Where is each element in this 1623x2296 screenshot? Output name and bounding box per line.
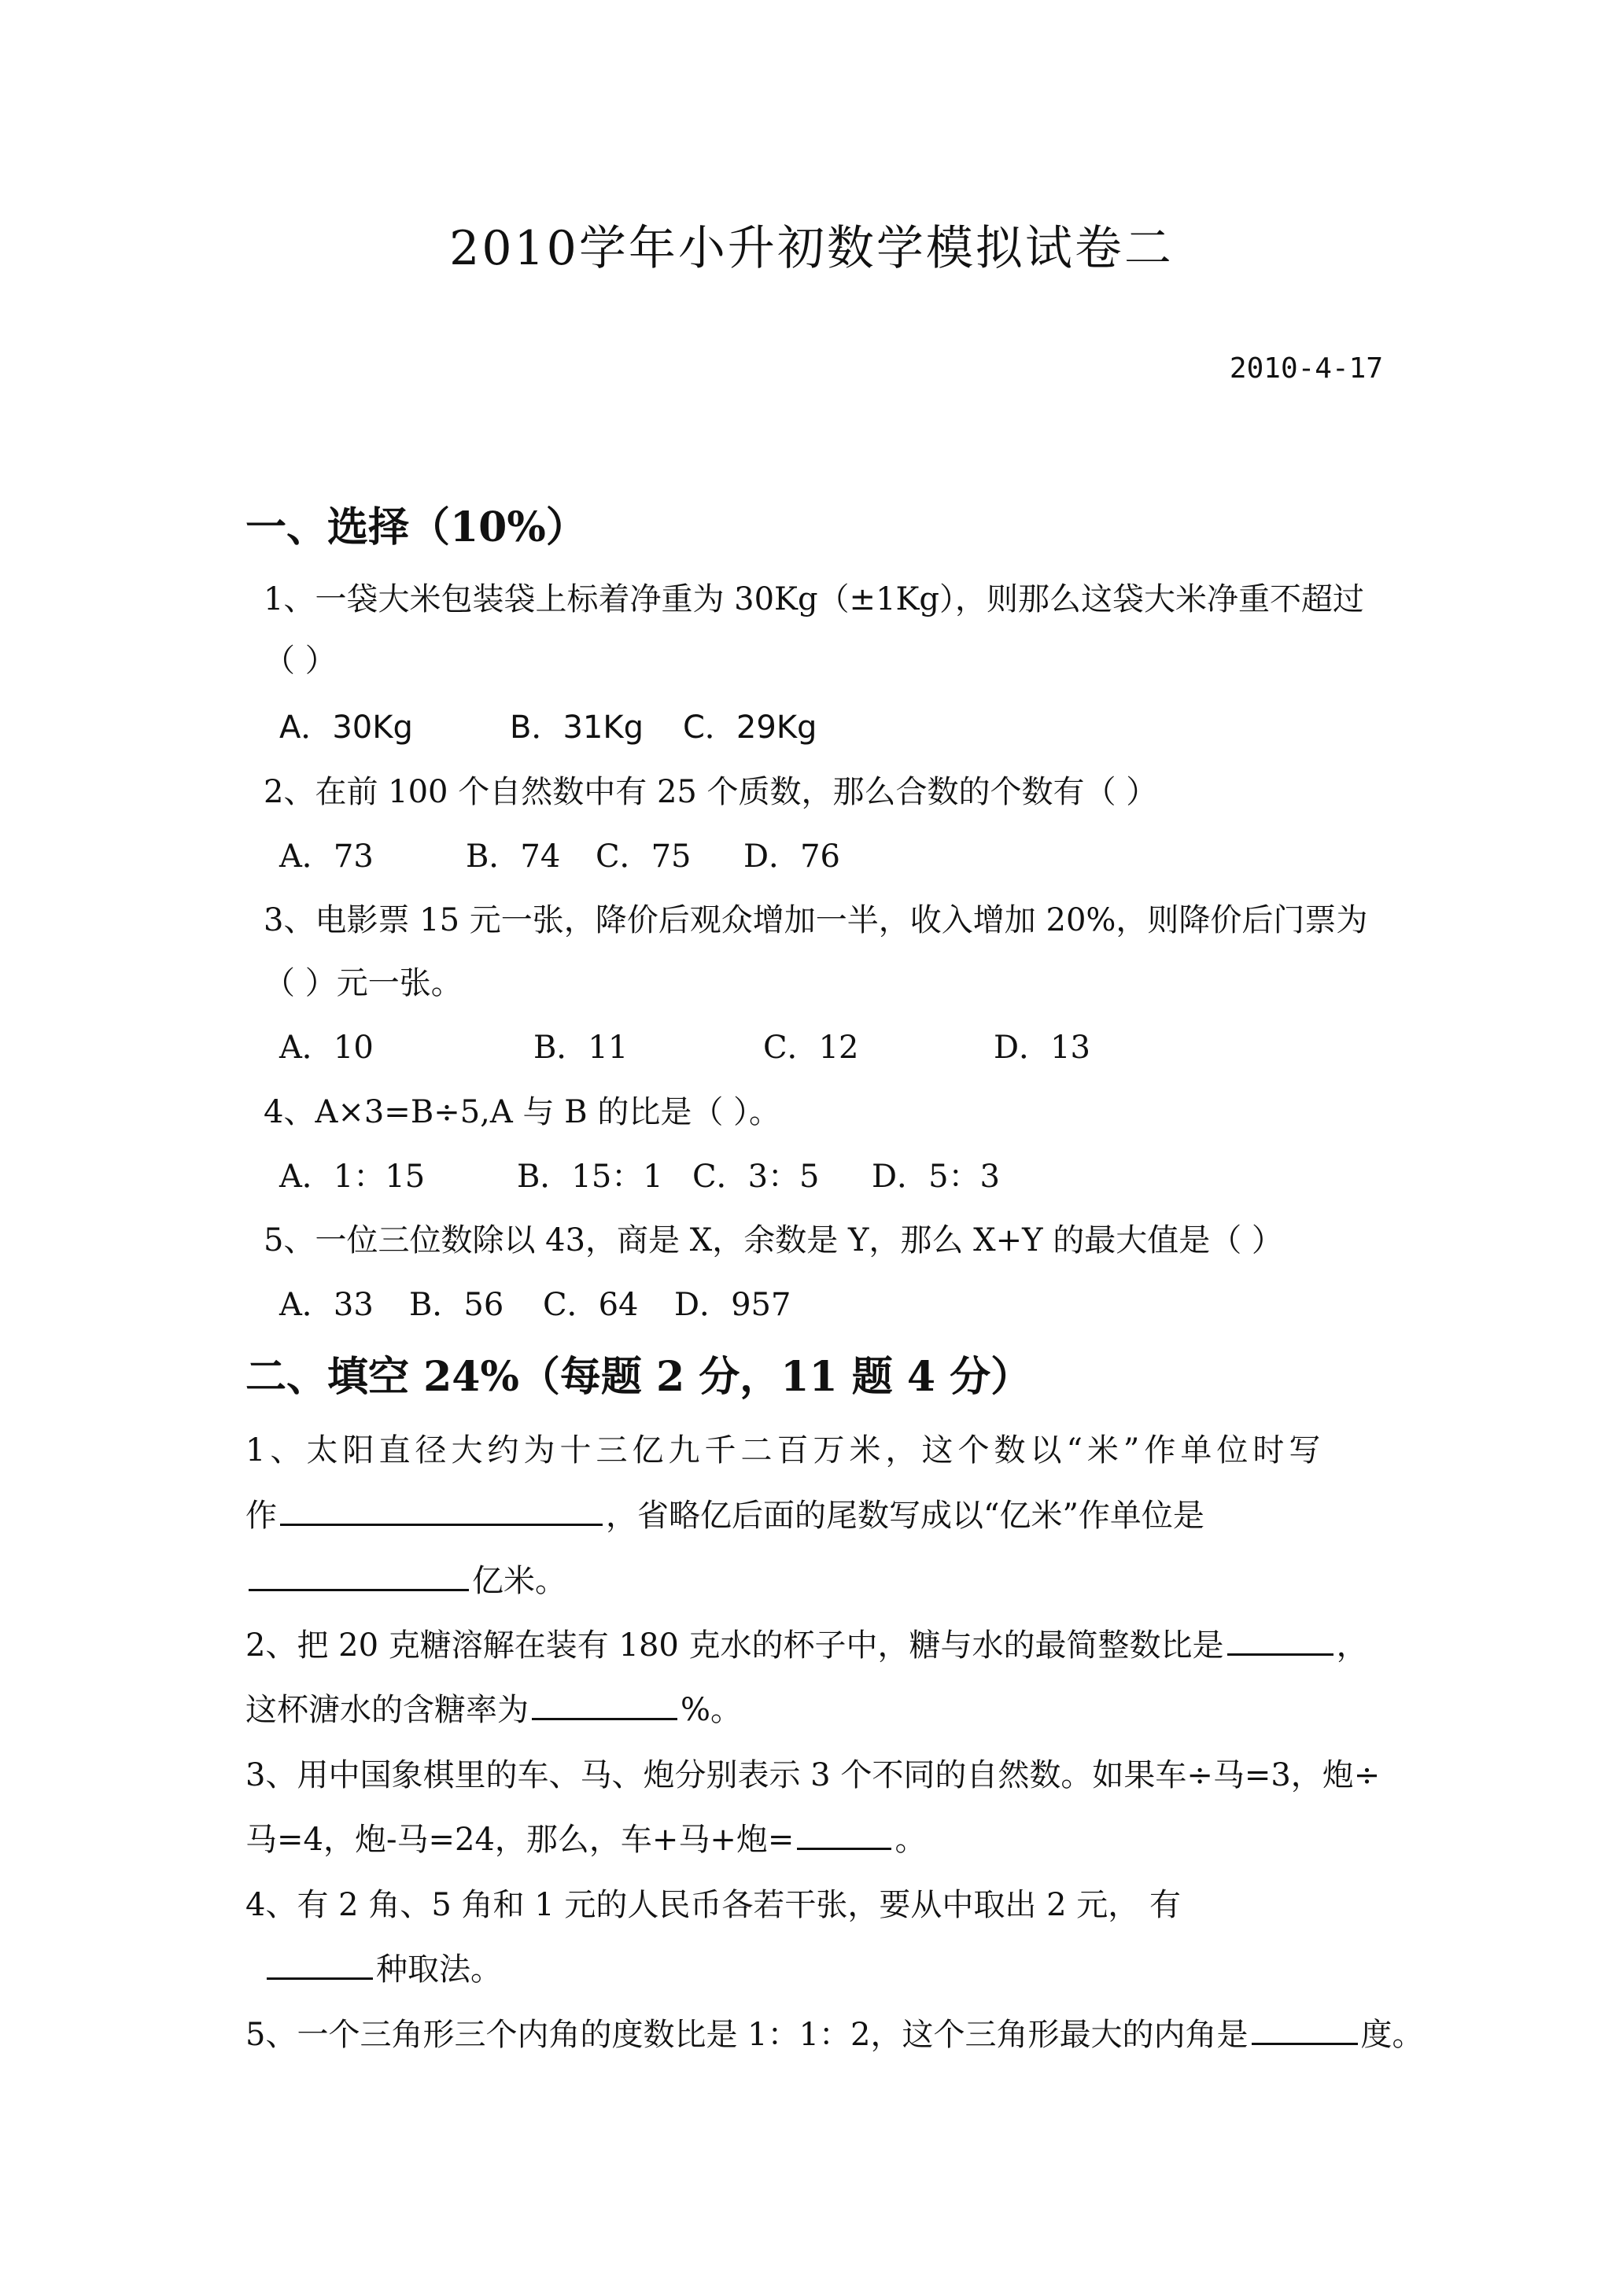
question-2-2-text-c: 这杯溏水的含糖率为 [245,1692,529,1728]
exam-date: 2010-4-17 [1229,352,1383,385]
option-1-5-d: D．957 [674,1287,791,1323]
question-2-1-line1: 1、太阳直径大约为十三亿九千二百万米，这个数以“米”作单位时写 [245,1432,1326,1469]
option-1-2-c: C．75 [596,838,692,875]
answer-blank-2-2b[interactable] [532,1686,677,1720]
option-1-5-a: A．33 [279,1287,374,1323]
question-2-2-line1 [245,1620,1368,1665]
question-1-1: 1、一袋大米包装袋上标着净重为 30Kg（±1Kg），则那么这袋大米净重不超过 [264,581,1365,617]
page-title: 2010学年小升初数学模拟试卷二 [449,221,1174,276]
question-2-2-text-a: 2、把 20 克糖溶解在装有 180 克水的杯子中，糖与水的最简整数比是 [245,1627,1224,1664]
question-2-5-text-a: 5、一个三角形三个内角的度数比是 1：1：2，这个三角形最大的内角是 [245,2017,1249,2053]
answer-blank-2-3[interactable] [797,1816,891,1850]
question-2-3-line2 [245,1815,926,1859]
question-2-5-line1 [245,2010,1424,2055]
question-2-1-text-b: ，省略亿后面的尾数写成以“亿米”作单位是 [606,1498,1204,1534]
question-2-2-text-d: %。 [681,1692,743,1728]
option-1-2-d: D．76 [743,838,840,875]
option-1-2-a: A．73 [279,838,374,875]
answer-blank-2-1b[interactable] [249,1557,469,1591]
answer-blank-2-4[interactable] [267,1946,373,1980]
question-2-4-line1: 4、有 2 角、5 角和 1 元的人民币各若干张，要从中取出 2 元， 有 [245,1887,1181,1923]
question-2-1-text-a: 作 [245,1498,277,1534]
option-1-3-c: C．12 [763,1030,859,1066]
question-2-5-text-b: 度。 [1360,2017,1424,2053]
question-2-4-text: 种取法。 [376,1951,502,1988]
question-2-1-line2 [245,1491,1204,1535]
question-2-3-text-b: 。 [894,1822,927,1858]
question-1-1-paren: （ ） [264,643,337,679]
question-1-3-cont: （ ）元一张。 [264,965,463,1001]
question-1-4: 4、A×3=B÷5,A 与 B 的比是（ ）。 [264,1094,781,1130]
section-2-heading: 二、填空 24%（每题 2 分，11 题 4 分） [245,1353,1032,1401]
question-1-3: 3、电影票 15 元一张，降价后观众增加一半，收入增加 20%，则降价后门票为 [264,902,1368,938]
option-1-4-a: A．1：15 [279,1159,426,1195]
question-2-3-text-a: 马=4，炮-马=24，那么，车+马+炮= [245,1822,795,1858]
answer-blank-2-1a[interactable] [280,1492,603,1526]
option-1-4-d: D．5：3 [872,1159,1000,1195]
option-1-4-b: B．15：1 [517,1159,663,1195]
option-1-5-c: C．64 [543,1287,639,1323]
question-2-1-text-c: 亿米。 [472,1563,566,1599]
option-1-1-a: A．30Kg [279,709,413,746]
option-1-3-d: D．13 [994,1030,1090,1066]
answer-blank-2-5[interactable] [1252,2011,1358,2045]
answer-blank-2-2a[interactable] [1227,1622,1333,1656]
option-1-3-b: B．11 [533,1030,629,1066]
option-1-1-b: B．31Kg [510,709,644,746]
question-2-4-line2 [264,1944,502,1989]
option-1-5-b: B．56 [409,1287,504,1323]
question-2-2-text-b: ， [1336,1627,1368,1664]
option-1-1-c: C．29Kg [683,709,817,746]
section-1-heading: 一、选择（10%） [245,503,587,551]
question-1-2: 2、在前 100 个自然数中有 25 个质数，那么合数的个数有（ ） [264,774,1158,810]
option-1-3-a: A．10 [279,1030,374,1066]
question-2-1-line3 [245,1556,566,1601]
question-2-2-line2 [245,1685,742,1730]
option-1-2-b: B．74 [466,838,561,875]
question-1-5: 5、一位三位数除以 43，商是 X，余数是 Y，那么 X+Y 的最大值是（ ） [264,1222,1283,1259]
option-1-4-c: C．3：5 [692,1159,820,1195]
question-2-3-line1: 3、用中国象棋里的车、马、炮分别表示 3 个不同的自然数。如果车÷马=3，炮÷ [245,1757,1381,1793]
